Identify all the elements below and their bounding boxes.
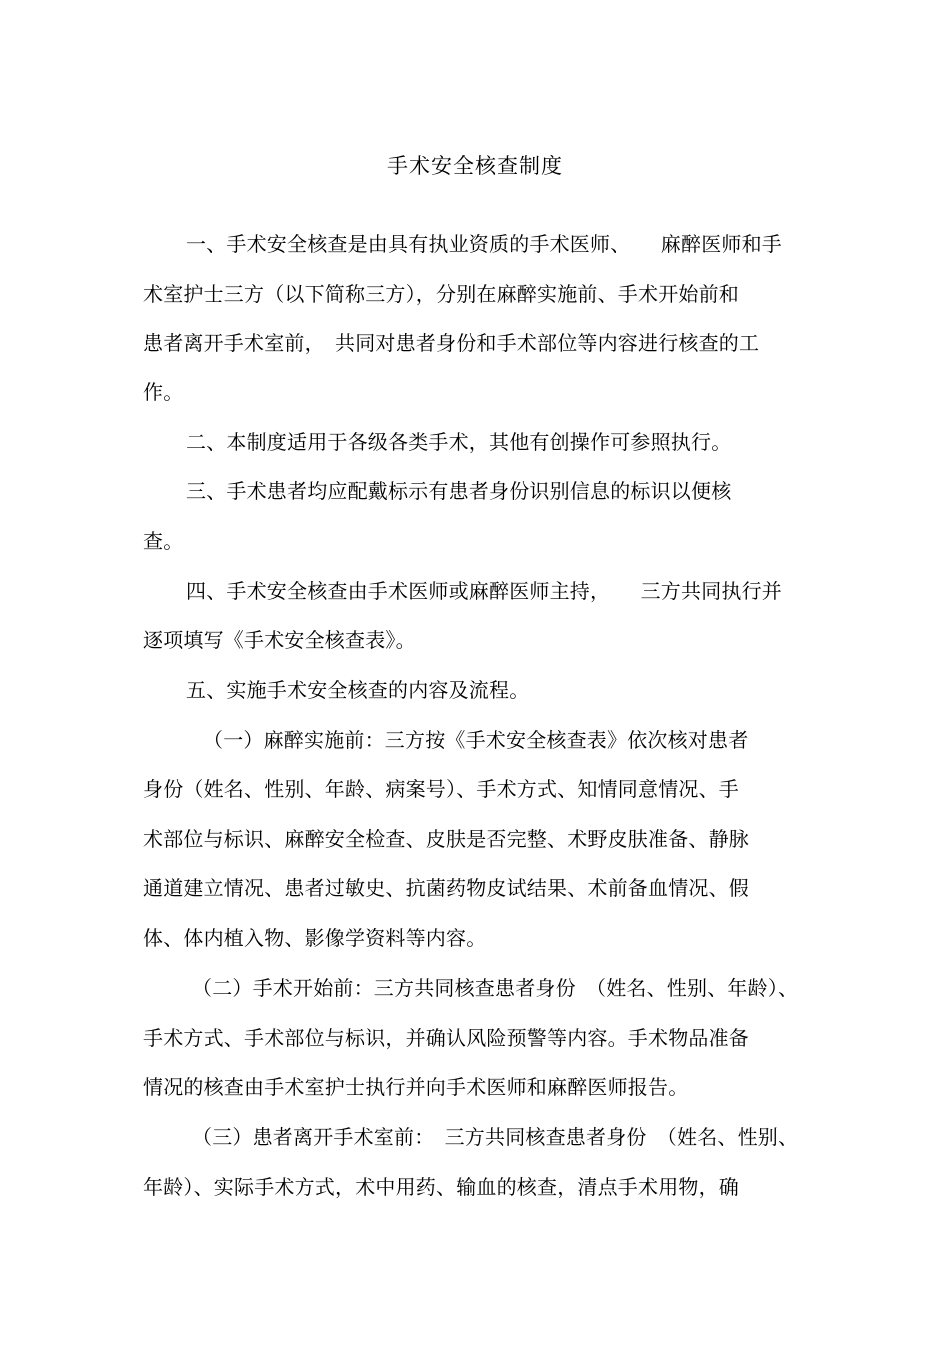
paragraph-1-line-2: 术室护士三方（以下简称三方），分别在麻醉实施前、手术开始前和 [143,282,739,306]
paragraph-1-line-3: 患者离开手术室前， 共同对患者身份和手术部位等内容进行核查的工 [143,331,760,355]
paragraph-6-line-4: 通道建立情况、患者过敏史、抗菌药物皮试结果、术前备血情况、假 [143,876,749,900]
paragraph-8-line-2: 年龄）、实际手术方式，术中用药、输血的核查，清点手术用物，确 [143,1175,739,1199]
paragraph-3-line-1: 三、手术患者均应配戴标示有患者身份识别信息的标识以便核 [186,479,732,503]
document-title: 手术安全核查制度 [387,154,563,178]
paragraph-1-line-1: 一、手术安全核查是由具有执业资质的手术医师、 麻醉医师和手 [186,232,782,256]
paragraph-5-line-1: 五、实施手术安全核查的内容及流程。 [186,678,530,702]
paragraph-7-line-1: （二）手术开始前：三方共同核查患者身份 （姓名、性别、年龄）、 [192,976,799,1000]
paragraph-3-line-2: 查。 [143,529,184,553]
paragraph-6-line-3: 术部位与标识、麻醉安全检查、皮肤是否完整、术野皮肤准备、静脉 [143,827,749,851]
paragraph-6-line-1: （一）麻醉实施前：三方按《手术安全核查表》依次核对患者 [203,728,749,752]
paragraph-6-line-5: 体、体内植入物、影像学资料等内容。 [143,926,487,950]
paragraph-6-line-2: 身份（姓名、性别、年龄、病案号）、手术方式、知情同意情况、手 [143,777,739,801]
paragraph-8-line-1: （三）患者离开手术室前： 三方共同核查患者身份 （姓名、性别、 [192,1125,799,1149]
paragraph-4-line-1: 四、手术安全核查由手术医师或麻醉医师主持， 三方共同执行并 [186,579,782,603]
paragraph-7-line-2: 手术方式、手术部位与标识，并确认风险预警等内容。手术物品准备 [143,1026,749,1050]
paragraph-4-line-2: 逐项填写《手术安全核查表》。 [143,628,416,652]
paragraph-2-line-1: 二、本制度适用于各级各类手术，其他有创操作可参照执行。 [186,430,732,454]
paragraph-1-line-4: 作。 [143,380,184,404]
paragraph-7-line-3: 情况的核查由手术室护士执行并向手术医师和麻醉医师报告。 [143,1075,689,1099]
